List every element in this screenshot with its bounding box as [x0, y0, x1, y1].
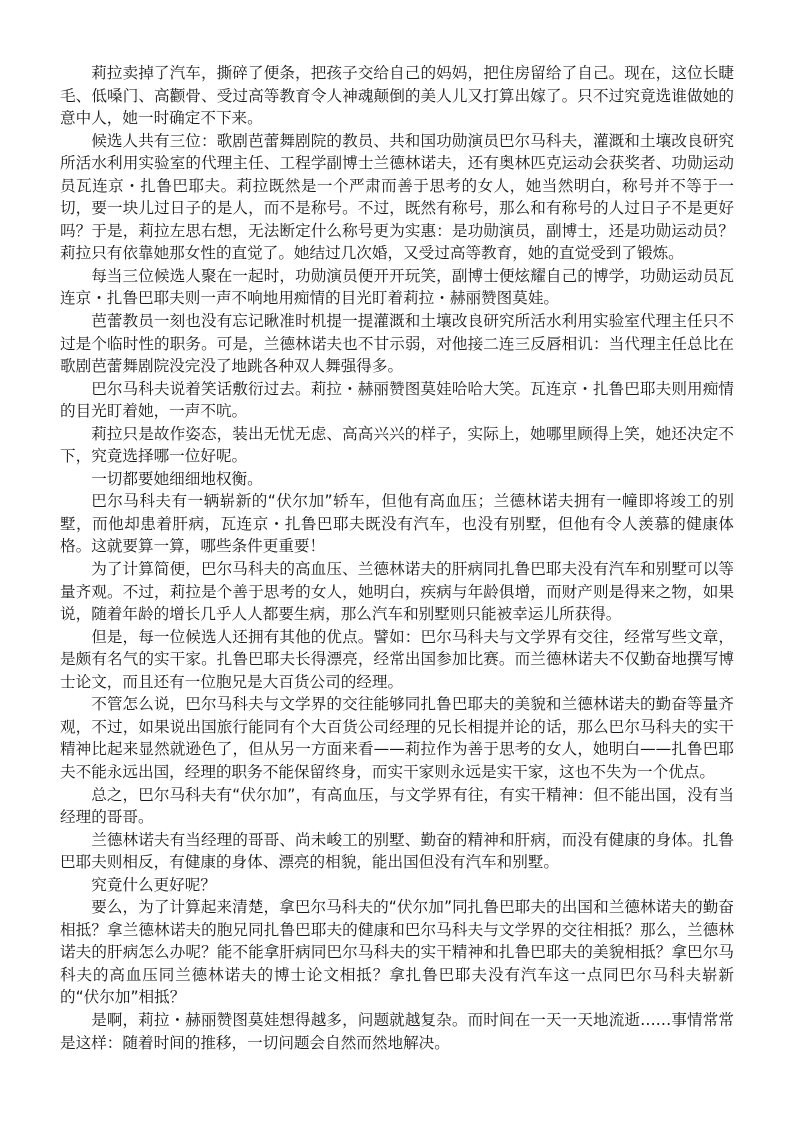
paragraph: 不管怎么说，巴尔马科夫与文学界的交往能够同扎鲁巴耶夫的美貌和兰德林诺夫的勤奋等量齐观，不过，如果说出国旅行能同有个大百货公司经理的兄长相提并论的话，那么巴尔马科夫的实干精神比起来显然就逊色了，但从另一方面来看——莉拉作为善于思考的女人，她明白——扎鲁巴耶夫不能永远出国，经理的职务不能保留终身，而实干家则永远是实干家，这也不失为一个优点。: [60, 695, 734, 781]
paragraph: 为了计算简便，巴尔马科夫的高血压、兰德林诺夫的肝病同扎鲁巴耶夫没有汽车和别墅可以等量齐观。不过，莉拉是个善于思考的女人，她明白，疾病与年龄俱增，而财产则是得来之物，如果说，随着年龄的增长几乎人人都要生病，那么汽车和别墅则只能被幸运儿所获得。: [60, 560, 734, 624]
paragraph: 是啊，莉拉・赫丽赞图莫娃想得越多，问题就越复杂。而时间在一天一天地流逝……事情常常是这样：随着时间的推移，一切问题会自然而然地解决。: [60, 1010, 734, 1052]
paragraph: 候选人共有三位：歌剧芭蕾舞剧院的教员、共和国功勋演员巴尔马科夫，灌溉和土壤改良研究所活水利用实验室的代理主任、工程学副博士兰德林诺夫，还有奥林匹克运动会获奖者、功勋运动员瓦连京・扎鲁巴耶夫。莉拉既然是一个严肃而善于思考的女人，她当然明白，称号并不等于一切，要一块儿过日子的是人，而不是称号。不过，既然有称号，那么和有称号的人过日子不是更好吗？于是，莉拉左思右想，无法断定什么称号更为实惠：是功勋演员，副博士，还是功勋运动员？莉拉只有依靠她那女性的直觉了。她结过几次婚，又受过高等教育，她的直觉受到了锻炼。: [60, 131, 734, 263]
document-page: [60, 62, 734, 1054]
paragraph: 巴尔马科夫说着笑话敷衍过去。莉拉・赫丽赞图莫娃哈哈大笑。瓦连京・扎鲁巴耶夫则用痴情的目光盯着她，一声不吭。: [60, 379, 734, 421]
paragraph: 莉拉只是故作姿态，装出无忧无虑、高高兴兴的样子，实际上，她哪里顾得上笑，她还决定不下，究竟选择哪一位好呢。: [60, 424, 734, 466]
paragraph: 总之，巴尔马科夫有“伏尔加”，有高血压，与文学界有往，有实干精神：但不能出国，没有当经理的哥哥。: [60, 785, 734, 827]
paragraph: 要么，为了计算起来清楚，拿巴尔马科夫的“伏尔加”同扎鲁巴耶夫的出国和兰德林诺夫的勤奋相抵？拿兰德林诺夫的胞兄同扎鲁巴耶夫的健康和巴尔马科夫与文学界的交往相抵？那么，兰德林诺夫的肝病怎么办呢？能不能拿肝病同巴尔马科夫的实干精神和扎鲁巴耶夫的美貌相抵？拿巴尔马科夫的高血压同兰德林诺夫的博士论文相抵？拿扎鲁巴耶夫没有汽车这一点同巴尔马科夫崭新的“伏尔加”相抵？: [60, 898, 734, 1007]
paragraph: 兰德林诺夫有当经理的哥哥、尚未峻工的别墅、勤奋的精神和肝病，而没有健康的身体。扎鲁巴耶夫则相反，有健康的身体、漂亮的相貌，能出国但没有汽车和别墅。: [60, 830, 734, 872]
paragraph: 巴尔马科夫有一辆崭新的“伏尔加”轿车，但他有高血压；兰德林诺夫拥有一幢即将竣工的别墅，而他却患着肝病，瓦连京・扎鲁巴耶夫既没有汽车，也没有别墅，但他有令人羡慕的健康体格。这就要算一算，哪些条件更重要！: [60, 492, 734, 556]
paragraph: 芭蕾教员一刻也没有忘记瞅准时机提一提灌溉和土壤改良研究所活水利用实验室代理主任只不过是个临时性的职务。可是，兰德林诺夫也不甘示弱，对他接二连三反唇相讥：当代理主任总比在歌剧芭蕾舞剧院没完没了地跳各种双人舞强得多。: [60, 312, 734, 376]
paragraph: 每当三位候选人聚在一起时，功勋演员便开开玩笑，副博士便炫耀自己的博学，功勋运动员瓦连京・扎鲁巴耶夫则一声不响地用痴情的目光盯着莉拉・赫丽赞图莫娃。: [60, 266, 734, 308]
paragraph: 究竟什么更好呢？: [91, 875, 216, 894]
paragraph: 一切都要她细细地权衡。: [91, 469, 263, 488]
paragraph: 莉拉卖掉了汽车，撕碎了便条，把孩子交给自己的妈妈，把住房留给了自己。现在，这位长睫毛、低嗓门、高颧骨、受过高等教育令人神魂颠倒的美人儿又打算出嫁了。只不过究竟选谁做她的意中人，她一时确定不下来。: [60, 64, 734, 128]
paragraph: 但是，每一位候选人还拥有其他的优点。譬如：巴尔马科夫与文学界有交往，经常写些文章，是颇有名气的实干家。扎鲁巴耶夫长得漂亮，经常出国参加比赛。而兰德林诺夫不仅勤奋地撰写博士论文，而且还有一位胞兄是大百货公司的经理。: [60, 627, 734, 691]
